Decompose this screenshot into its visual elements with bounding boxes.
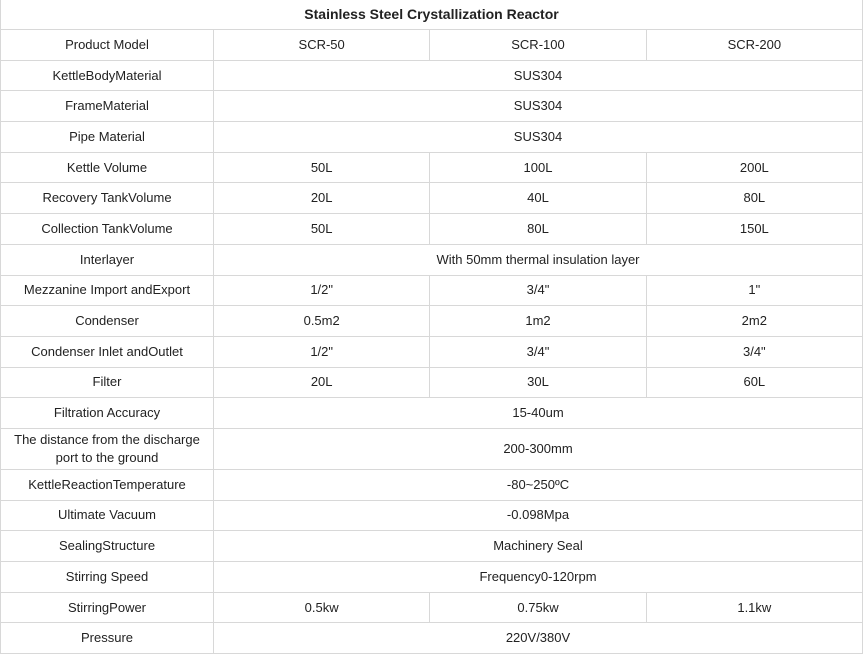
merged-value-cell: -0.098Mpa: [214, 500, 863, 531]
value-cell: 1": [646, 275, 862, 306]
model-cell: SCR-200: [646, 30, 862, 61]
value-cell: 50L: [214, 214, 430, 245]
row-label: Pressure: [1, 623, 214, 654]
value-cell: 3/4": [646, 336, 862, 367]
table-row: [1, 183, 863, 214]
spec-table: [0, 29, 863, 654]
table-row: [1, 623, 863, 654]
table-row: [1, 336, 863, 367]
value-cell: 1.1kw: [646, 592, 862, 623]
table-row: [1, 367, 863, 398]
table-row: [1, 306, 863, 337]
value-cell: 1/2": [214, 336, 430, 367]
merged-value-cell: With 50mm thermal insulation layer: [214, 244, 863, 275]
merged-value-cell: SUS304: [214, 60, 863, 91]
table-row: [1, 469, 863, 500]
table-row: [1, 398, 863, 429]
value-cell: 1m2: [430, 306, 646, 337]
value-cell: 150L: [646, 214, 862, 245]
merged-value-cell: Frequency0-120rpm: [214, 562, 863, 593]
value-cell: 80L: [430, 214, 646, 245]
row-label: Interlayer: [1, 244, 214, 275]
table-row: [1, 500, 863, 531]
merged-value-cell: 220V/380V: [214, 623, 863, 654]
value-cell: 60L: [646, 367, 862, 398]
value-cell: 0.5m2: [214, 306, 430, 337]
table-row: [1, 592, 863, 623]
row-label: Ultimate Vacuum: [1, 500, 214, 531]
row-label: KettleReactionTemperature: [1, 469, 214, 500]
value-cell: 200L: [646, 152, 862, 183]
value-cell: 40L: [430, 183, 646, 214]
table-row: [1, 244, 863, 275]
row-label: StirringPower: [1, 592, 214, 623]
value-cell: 3/4": [430, 275, 646, 306]
value-cell: 80L: [646, 183, 862, 214]
header-row: [1, 30, 863, 61]
row-label: Stirring Speed: [1, 562, 214, 593]
merged-value-cell: Machinery Seal: [214, 531, 863, 562]
merged-value-cell: SUS304: [214, 122, 863, 153]
row-label: Recovery TankVolume: [1, 183, 214, 214]
row-label: Condenser Inlet andOutlet: [1, 336, 214, 367]
value-cell: 0.5kw: [214, 592, 430, 623]
row-label: KettleBodyMaterial: [1, 60, 214, 91]
value-cell: 1/2": [214, 275, 430, 306]
row-label: Condenser: [1, 306, 214, 337]
table-row: [1, 122, 863, 153]
model-cell: SCR-100: [430, 30, 646, 61]
value-cell: 20L: [214, 367, 430, 398]
row-label: FrameMaterial: [1, 91, 214, 122]
merged-value-cell: -80~250ºC: [214, 469, 863, 500]
merged-value-cell: SUS304: [214, 91, 863, 122]
merged-value-cell: 200-300mm: [214, 428, 863, 469]
table-row: [1, 531, 863, 562]
table-row: [1, 428, 863, 469]
row-label: Product Model: [1, 30, 214, 61]
value-cell: 100L: [430, 152, 646, 183]
row-label: Filter: [1, 367, 214, 398]
row-label: Pipe Material: [1, 122, 214, 153]
table-title: Stainless Steel Crystallization Reactor: [0, 0, 863, 29]
table-row: [1, 60, 863, 91]
value-cell: 2m2: [646, 306, 862, 337]
row-label: Kettle Volume: [1, 152, 214, 183]
row-label: Collection TankVolume: [1, 214, 214, 245]
value-cell: 3/4": [430, 336, 646, 367]
model-cell: SCR-50: [214, 30, 430, 61]
row-label: Mezzanine Import andExport: [1, 275, 214, 306]
value-cell: 30L: [430, 367, 646, 398]
row-label: The distance from the discharge port to the ground: [1, 428, 214, 469]
table-row: [1, 275, 863, 306]
value-cell: 50L: [214, 152, 430, 183]
row-label: Filtration Accuracy: [1, 398, 214, 429]
spec-table-body: [1, 30, 863, 654]
merged-value-cell: 15-40um: [214, 398, 863, 429]
table-row: [1, 562, 863, 593]
table-row: [1, 91, 863, 122]
table-row: [1, 152, 863, 183]
row-label: SealingStructure: [1, 531, 214, 562]
value-cell: 0.75kw: [430, 592, 646, 623]
table-row: [1, 214, 863, 245]
value-cell: 20L: [214, 183, 430, 214]
